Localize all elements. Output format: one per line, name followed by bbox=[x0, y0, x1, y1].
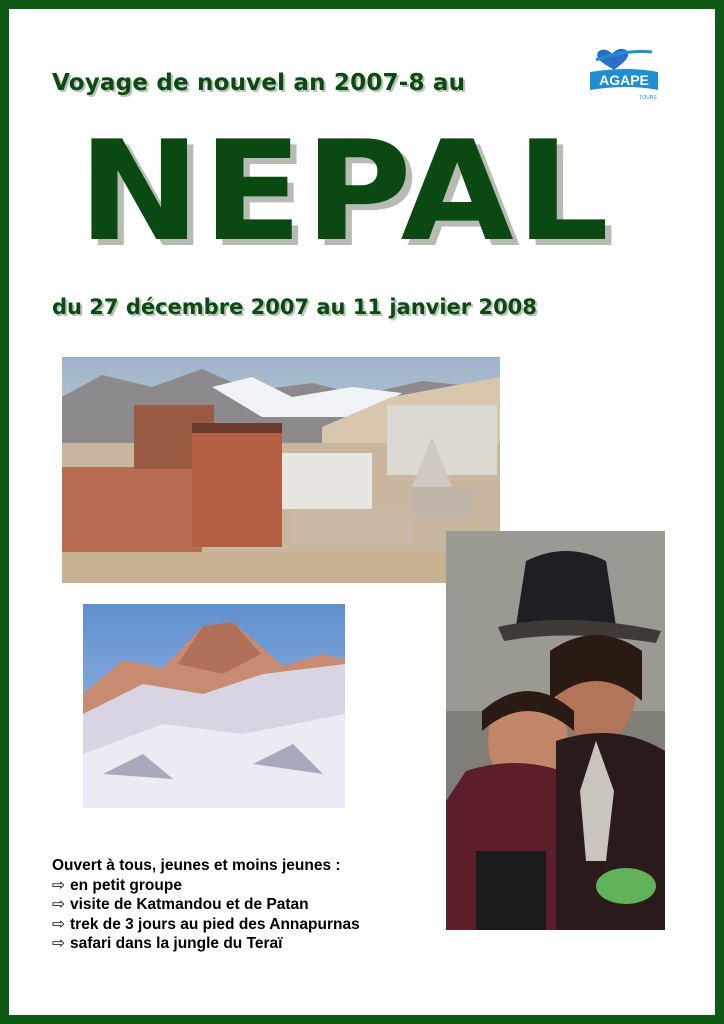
everest-photo bbox=[83, 604, 345, 808]
trip-dates: du 27 décembre 2007 au 11 janvier 2008 bbox=[52, 295, 537, 319]
village-photo bbox=[62, 357, 500, 583]
feature-text: visite de Katmandou et de Patan bbox=[70, 896, 309, 913]
feature-text: en petit groupe bbox=[70, 876, 182, 894]
feature-text: trek de 3 jours au pied des Annapurnas bbox=[70, 915, 360, 933]
agape-tours-logo bbox=[586, 46, 664, 102]
arrow-icon: ⇨ bbox=[52, 876, 65, 894]
features-intro: Ouvert à tous, jeunes et moins jeunes : bbox=[52, 857, 341, 874]
feature-item bbox=[52, 895, 360, 915]
arrow-icon: ⇨ bbox=[52, 915, 65, 933]
women-portrait-photo bbox=[446, 531, 665, 930]
trip-features bbox=[52, 856, 360, 954]
feature-text: safari dans la jungle du Teraï bbox=[70, 935, 283, 952]
arrow-icon: ⇨ bbox=[52, 935, 65, 952]
trip-subtitle: Voyage de nouvel an 2007-8 au bbox=[52, 70, 466, 96]
logo-text: AGAPE bbox=[599, 72, 649, 88]
feature-item bbox=[52, 934, 360, 954]
destination-title: NEPAL bbox=[78, 111, 612, 272]
feature-item bbox=[52, 915, 360, 935]
logo-small-text: TOURS bbox=[639, 95, 657, 101]
feature-item bbox=[52, 876, 360, 896]
arrow-icon: ⇨ bbox=[52, 896, 65, 913]
